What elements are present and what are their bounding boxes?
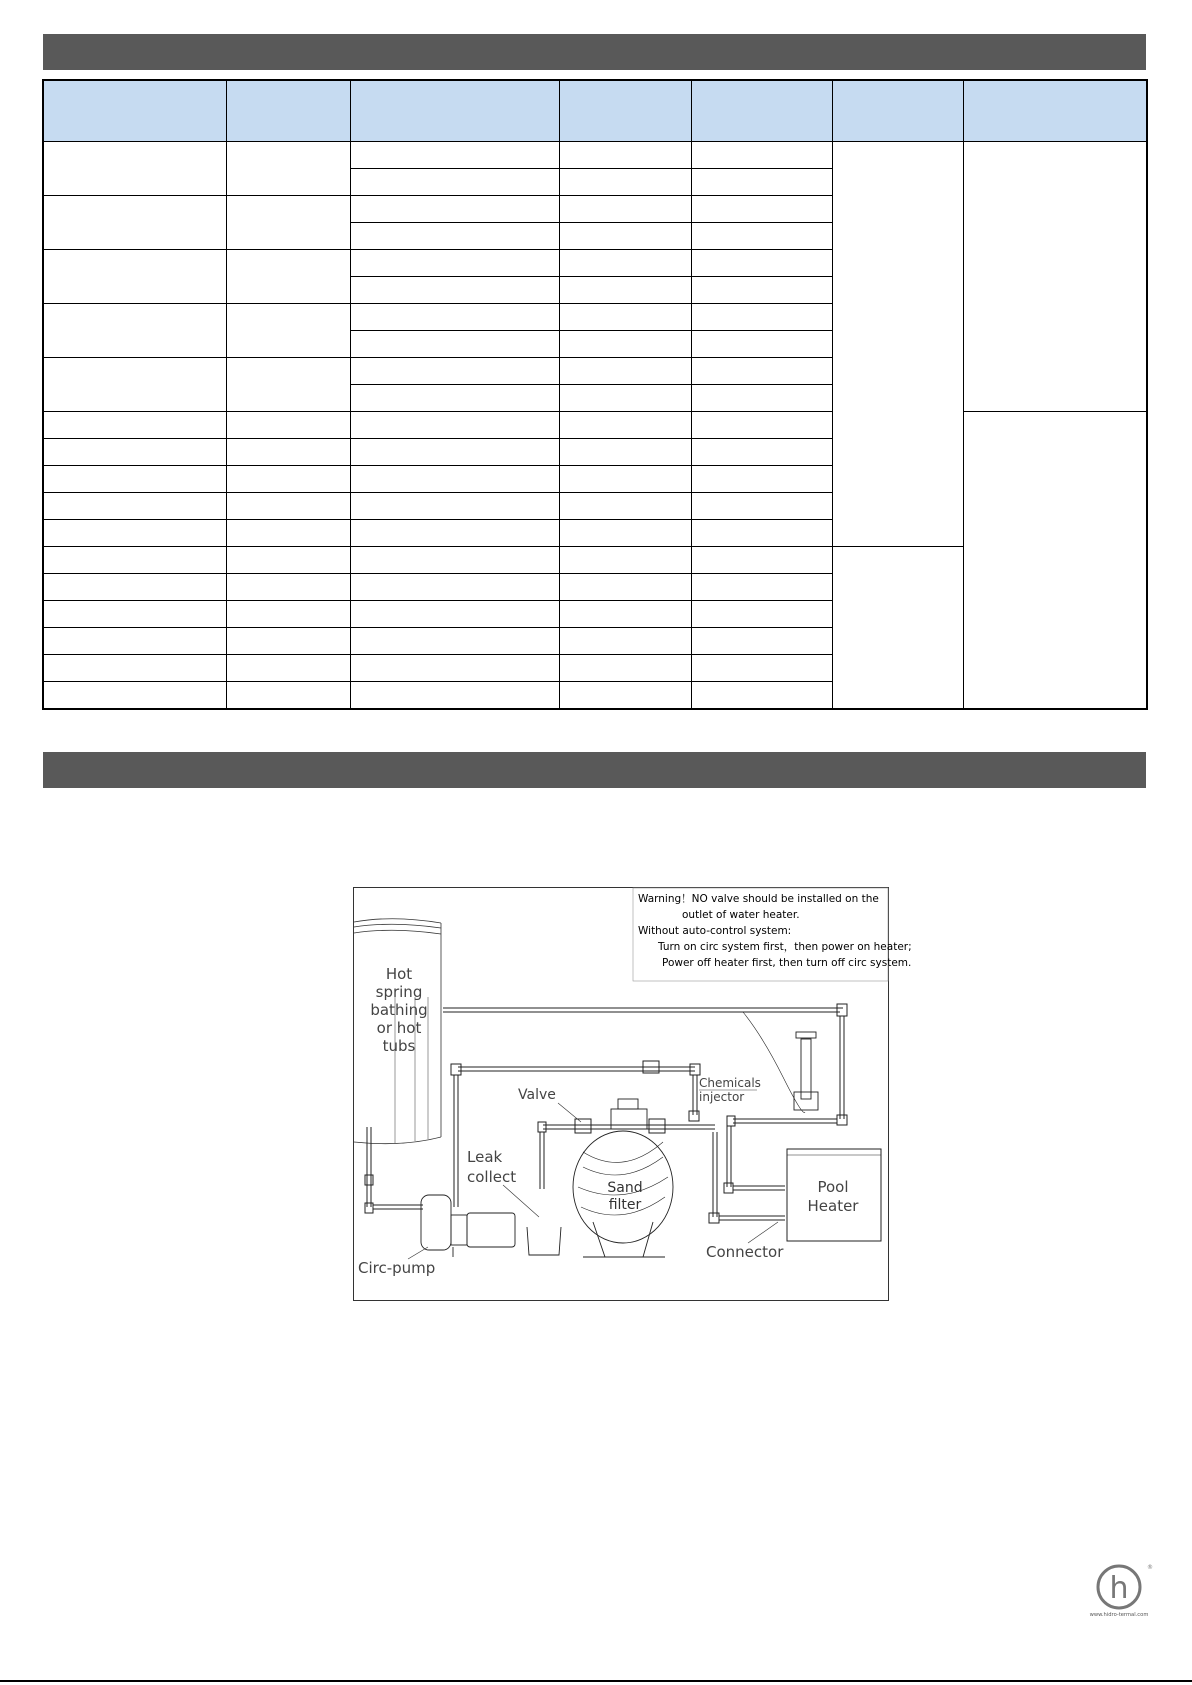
- table-cell: [226, 493, 350, 520]
- header-cell: [963, 80, 1147, 142]
- table-cell: [691, 331, 832, 358]
- warning-line: Turn on circ system first，then power on heater;: [658, 941, 912, 953]
- heater-label: Pool: [817, 1178, 849, 1196]
- table-cell: [559, 466, 691, 493]
- header-cell: [350, 80, 559, 142]
- table-cell: [559, 682, 691, 710]
- table-cell: [350, 385, 559, 412]
- table-cell: [559, 385, 691, 412]
- header-cell: [559, 80, 691, 142]
- filter-label: Sand: [607, 1180, 643, 1196]
- table-cell: [350, 439, 559, 466]
- table-cell: [559, 601, 691, 628]
- table-cell: [691, 385, 832, 412]
- table-cell: [559, 277, 691, 304]
- table-row: [43, 412, 1147, 439]
- table-cell: [559, 358, 691, 385]
- installation-diagram: [353, 887, 912, 1301]
- footer-line: [0, 1680, 1192, 1682]
- table-cell: [43, 142, 226, 196]
- table-cell: [43, 466, 226, 493]
- table-cell: [350, 466, 559, 493]
- table-cell: [691, 601, 832, 628]
- spec-table: [42, 79, 1148, 710]
- chemicals-label: injector: [699, 1090, 745, 1104]
- registered-mark: ®: [1147, 1564, 1153, 1571]
- table-cell: [559, 196, 691, 223]
- table-cell: [691, 439, 832, 466]
- table-cell: [43, 628, 226, 655]
- table-cell: [559, 628, 691, 655]
- table-cell: [832, 142, 963, 547]
- table-cell: [350, 223, 559, 250]
- table-cell: [350, 277, 559, 304]
- header-cell: [43, 80, 226, 142]
- table-cell: [43, 196, 226, 250]
- table-cell: [350, 547, 559, 574]
- table-cell: [226, 601, 350, 628]
- table-cell: [559, 439, 691, 466]
- table-cell: [226, 520, 350, 547]
- warning-line: Warning！NO valve should be installed on the: [638, 893, 879, 905]
- table-cell: [691, 142, 832, 169]
- header-cell: [691, 80, 832, 142]
- table-cell: [559, 223, 691, 250]
- chemicals-label: Chemicals: [699, 1076, 761, 1090]
- valve-label: Valve: [518, 1087, 556, 1103]
- table-cell: [226, 628, 350, 655]
- table-cell: [691, 493, 832, 520]
- table-cell: [226, 250, 350, 304]
- table-cell: [43, 574, 226, 601]
- table-cell: [350, 412, 559, 439]
- warning-line: outlet of water heater.: [682, 909, 800, 921]
- table-cell: [963, 142, 1147, 412]
- table-cell: [691, 223, 832, 250]
- table-cell: [691, 466, 832, 493]
- heater-label: Heater: [807, 1197, 859, 1215]
- table-cell: [691, 250, 832, 277]
- table-cell: [226, 412, 350, 439]
- table-cell: [350, 655, 559, 682]
- table-cell: [559, 304, 691, 331]
- table-cell: [350, 358, 559, 385]
- hidro-termal-logo: [1089, 1564, 1153, 1624]
- leak-label: collect: [467, 1168, 517, 1186]
- table-cell: [226, 304, 350, 358]
- table-cell: [43, 547, 226, 574]
- table-cell: [559, 655, 691, 682]
- table-cell: [691, 304, 832, 331]
- table-cell: [226, 439, 350, 466]
- table-cell: [226, 466, 350, 493]
- table-cell: [43, 304, 226, 358]
- tank-label: Hot: [385, 965, 413, 983]
- table-cell: [350, 601, 559, 628]
- table-cell: [559, 169, 691, 196]
- section-header-bar: [43, 752, 1146, 788]
- table-cell: [691, 574, 832, 601]
- table-cell: [43, 439, 226, 466]
- table-cell: [559, 142, 691, 169]
- table-cell: [350, 520, 559, 547]
- tank-label: spring: [375, 983, 423, 1001]
- table-cell: [350, 196, 559, 223]
- table-cell: [226, 142, 350, 196]
- table-cell: [226, 547, 350, 574]
- table-cell: [559, 547, 691, 574]
- table-cell: [691, 169, 832, 196]
- warning-line: Power off heater first, then turn off circ system.: [662, 957, 912, 969]
- table-cell: [559, 412, 691, 439]
- table-cell: [691, 358, 832, 385]
- table-cell: [691, 655, 832, 682]
- table-cell: [43, 682, 226, 710]
- table-cell: [691, 547, 832, 574]
- table-cell: [43, 493, 226, 520]
- tank-label: bathing: [370, 1001, 428, 1019]
- table-cell: [43, 655, 226, 682]
- table-cell: [350, 682, 559, 710]
- table-cell: [43, 358, 226, 412]
- table-cell: [350, 331, 559, 358]
- tank-label: or hot: [376, 1019, 422, 1037]
- tank-label: tubs: [382, 1037, 416, 1055]
- table-cell: [559, 250, 691, 277]
- table-cell: [43, 412, 226, 439]
- header-cell: [226, 80, 350, 142]
- table-cell: [226, 196, 350, 250]
- logo-mark: h: [1109, 1571, 1129, 1606]
- table-cell: [350, 304, 559, 331]
- pump-label: Circ-pump: [358, 1259, 436, 1277]
- table-cell: [691, 196, 832, 223]
- table-cell: [43, 520, 226, 547]
- table-cell: [226, 358, 350, 412]
- table-cell: [963, 412, 1147, 710]
- table-cell: [559, 520, 691, 547]
- table-cell: [43, 601, 226, 628]
- table-cell: [226, 574, 350, 601]
- table-cell: [43, 250, 226, 304]
- connector-label: Connector: [706, 1243, 784, 1261]
- table-cell: [350, 574, 559, 601]
- table-cell: [350, 142, 559, 169]
- header-cell: [832, 80, 963, 142]
- table-cell: [691, 628, 832, 655]
- table-cell: [350, 169, 559, 196]
- table-cell: [226, 655, 350, 682]
- table-cell: [691, 277, 832, 304]
- table-cell: [559, 331, 691, 358]
- table-row: [43, 142, 1147, 169]
- table-cell: [691, 520, 832, 547]
- table-cell: [832, 547, 963, 710]
- table-cell: [350, 493, 559, 520]
- section-header-bar: [43, 34, 1146, 70]
- table-cell: [350, 250, 559, 277]
- table-cell: [559, 574, 691, 601]
- table-cell: [691, 412, 832, 439]
- table-cell: [691, 682, 832, 710]
- table-cell: [226, 682, 350, 710]
- warning-line: Without auto-control system:: [638, 925, 792, 937]
- table-header-row: [43, 80, 1147, 142]
- leak-label: Leak: [467, 1148, 503, 1166]
- table-cell: [350, 628, 559, 655]
- logo-url: www.hidro-termal.com: [1089, 1612, 1149, 1618]
- table-cell: [559, 493, 691, 520]
- filter-label: filter: [608, 1197, 642, 1213]
